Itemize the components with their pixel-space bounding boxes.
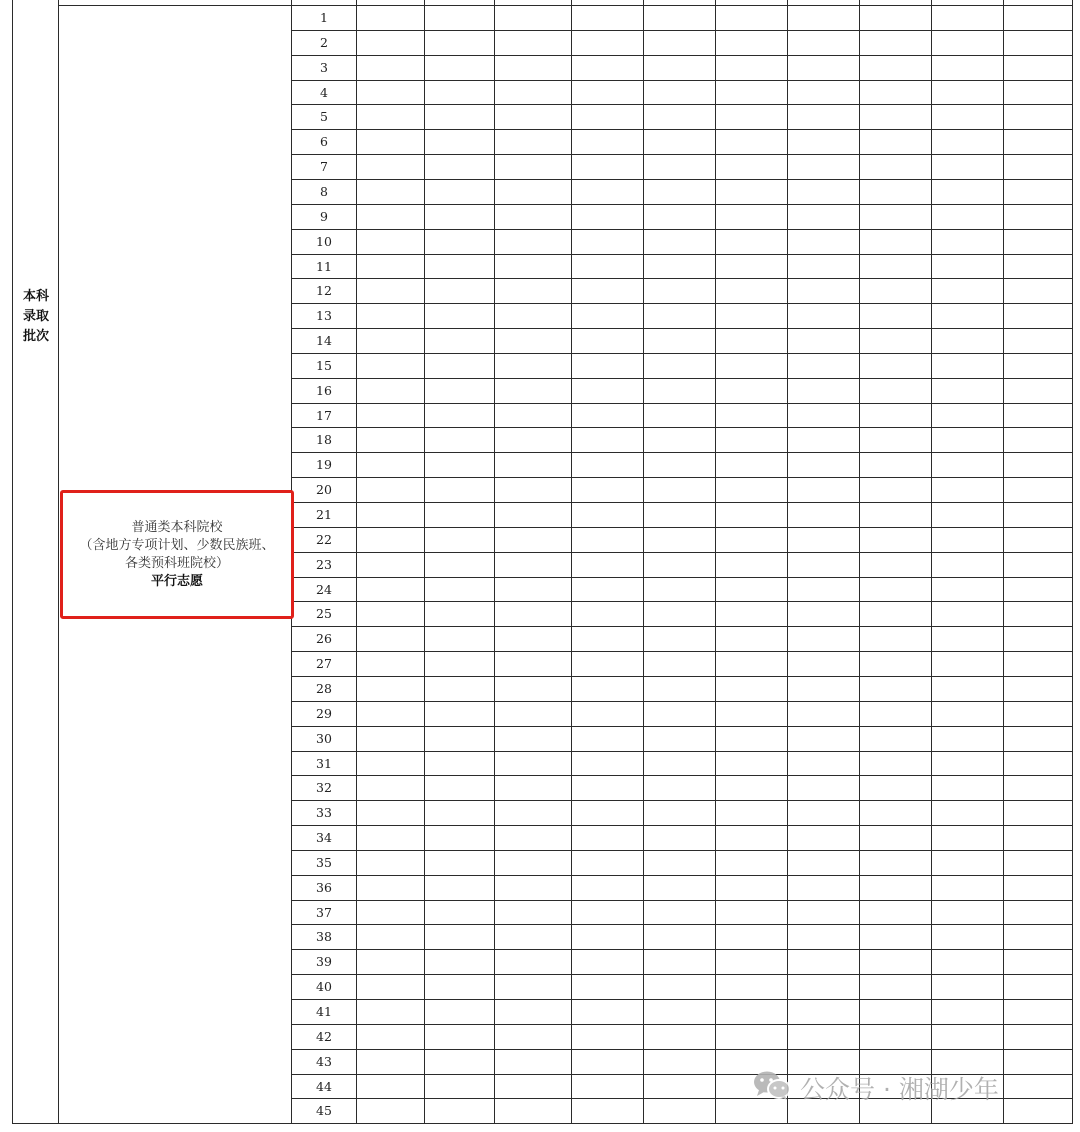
row-number: 20 (316, 481, 332, 497)
row-number: 3 (320, 59, 328, 75)
grid-hline (291, 999, 1072, 1000)
row-number: 39 (316, 953, 332, 969)
grid-hline (291, 875, 1072, 876)
row-number: 5 (320, 108, 328, 124)
row-number: 2 (320, 34, 328, 50)
row-number: 42 (316, 1028, 332, 1044)
row-number: 26 (316, 630, 332, 646)
row-number: 28 (316, 680, 332, 696)
grid-hline (291, 800, 1072, 801)
wechat-icon (752, 1069, 792, 1107)
grid-vline (58, 0, 59, 1124)
grid-hline (291, 552, 1072, 553)
grid-hline (291, 229, 1072, 230)
row-number: 35 (316, 854, 332, 870)
grid-hline (291, 577, 1072, 578)
row-number: 32 (316, 779, 332, 795)
category-note-line: 各类预科班院校） (124, 555, 229, 571)
grid-vline (571, 0, 572, 1124)
row-number: 43 (316, 1053, 332, 1069)
row-number: 40 (316, 978, 332, 994)
row-number: 25 (316, 605, 332, 621)
watermark (752, 1070, 999, 1106)
grid-hline (291, 900, 1072, 901)
batch-label-line: 本科 (22, 289, 49, 304)
grid-hline (291, 254, 1072, 255)
grid-hline (291, 129, 1072, 130)
row-number: 24 (316, 581, 332, 597)
grid-hline (291, 303, 1072, 304)
grid-hline (291, 775, 1072, 776)
grid-hline (291, 154, 1072, 155)
grid-hline (291, 80, 1072, 81)
batch-label-line: 录取 (22, 309, 49, 324)
grid-hline (291, 204, 1072, 205)
grid-hline (291, 104, 1072, 105)
grid-hline (291, 452, 1072, 453)
grid-vline (12, 0, 13, 1124)
grid-hline (291, 701, 1072, 702)
grid-hline (12, 1123, 1073, 1124)
grid-hline (291, 676, 1072, 677)
row-number: 7 (320, 158, 328, 174)
row-number: 6 (320, 133, 328, 149)
category-type: 平行志愿 (150, 573, 203, 589)
row-number: 8 (320, 183, 328, 199)
grid-hline (291, 626, 1072, 627)
row-number: 17 (316, 407, 332, 423)
grid-hline (291, 924, 1072, 925)
grid-vline (356, 0, 357, 1124)
grid-hline (291, 651, 1072, 652)
row-number: 11 (316, 258, 332, 274)
batch-label-line: 批次 (22, 329, 49, 344)
grid-hline (291, 328, 1072, 329)
grid-hline (291, 179, 1072, 180)
grid-hline (291, 427, 1072, 428)
grid-vline (494, 0, 495, 1124)
grid-hline (291, 502, 1072, 503)
watermark-text: 公众号 · 湘湖少年 (800, 1075, 999, 1104)
category-note-line: （含地方专项计划、少数民族班、 (79, 537, 275, 553)
row-number: 13 (316, 307, 332, 323)
grid-hline (291, 825, 1072, 826)
grid-hline (291, 751, 1072, 752)
row-number: 44 (316, 1078, 332, 1094)
row-number: 31 (316, 755, 332, 771)
row-number: 16 (316, 382, 332, 398)
grid-hline (58, 5, 1072, 6)
grid-vline (424, 0, 425, 1124)
row-number: 9 (320, 208, 328, 224)
grid-hline (291, 278, 1072, 279)
row-number: 4 (320, 84, 328, 100)
row-number: 45 (316, 1102, 332, 1118)
row-number: 27 (316, 655, 332, 671)
row-number: 21 (316, 506, 332, 522)
grid-hline (291, 726, 1072, 727)
row-number: 12 (316, 282, 332, 298)
row-number: 14 (316, 332, 332, 348)
category-title: 普通类本科院校 (131, 519, 223, 535)
row-number: 38 (316, 928, 332, 944)
grid-vline (859, 0, 860, 1124)
row-number: 22 (316, 531, 332, 547)
batch-label (14, 287, 58, 347)
grid-hline (291, 949, 1072, 950)
grid-hline (291, 527, 1072, 528)
grid-hline (291, 55, 1072, 56)
row-number: 19 (316, 456, 332, 472)
grid-vline (787, 0, 788, 1124)
grid-hline (291, 850, 1072, 851)
grid-hline (291, 1024, 1072, 1025)
highlighted-category-box (60, 490, 294, 619)
grid-hline (291, 1049, 1072, 1050)
grid-hline (291, 601, 1072, 602)
grid-hline (291, 974, 1072, 975)
row-number: 41 (316, 1003, 332, 1019)
row-number: 36 (316, 879, 332, 895)
row-number: 18 (316, 431, 332, 447)
row-number: 23 (316, 556, 332, 572)
row-number: 33 (316, 804, 332, 820)
grid-hline (291, 378, 1072, 379)
row-number: 30 (316, 730, 332, 746)
grid-vline (1072, 0, 1073, 1124)
row-number: 37 (316, 904, 332, 920)
grid-vline (715, 0, 716, 1124)
row-number: 10 (316, 233, 332, 249)
grid-hline (291, 30, 1072, 31)
grid-vline (643, 0, 644, 1124)
row-number: 1 (320, 9, 328, 25)
grid-hline (291, 403, 1072, 404)
grid-vline (1003, 0, 1004, 1124)
row-number: 34 (316, 829, 332, 845)
grid-hline (291, 477, 1072, 478)
row-number: 15 (316, 357, 332, 373)
row-number: 29 (316, 705, 332, 721)
grid-vline (931, 0, 932, 1124)
grid-hline (291, 353, 1072, 354)
